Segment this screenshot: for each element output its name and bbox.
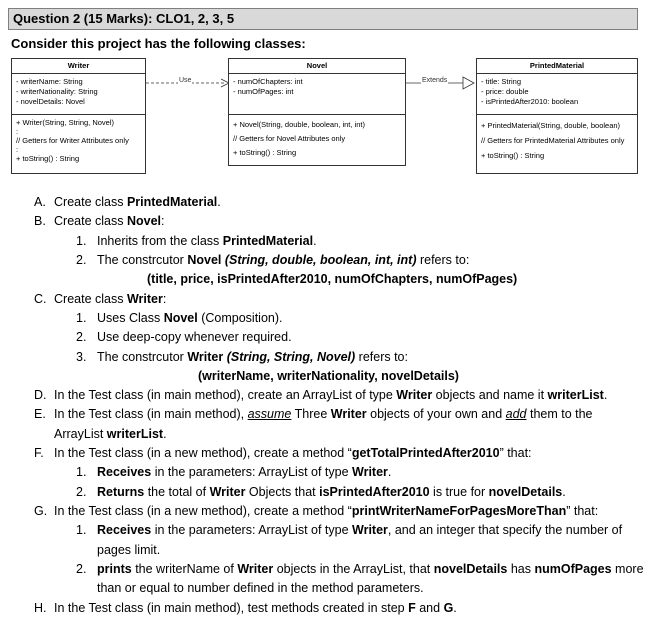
attribute: - isPrintedAfter2010: boolean [481, 97, 579, 106]
item-letter: D. [34, 388, 47, 402]
item-letter: C. [34, 292, 47, 306]
sub-number: 1. [76, 523, 87, 537]
item-b: Create class Novel: [54, 214, 165, 228]
sub-number: 2. [76, 253, 87, 267]
writer-attributes [12, 74, 145, 115]
sub-number: 2. [76, 330, 87, 344]
attribute: - price: double [481, 87, 529, 96]
question-header: Question 2 (15 Marks): CLO1, 2, 3, 5 [8, 8, 638, 30]
attribute: - numOfChapters: int [233, 77, 303, 86]
writer-class-name: Writer [12, 59, 145, 74]
item-h: In the Test class (in main method), test methods created in step F and G. [54, 601, 457, 615]
attribute: - writerName: String [16, 77, 83, 86]
item-f: In the Test class (in a new method), create a method “getTotalPrintedAfter2010” that: [54, 446, 532, 460]
writer-class-box [11, 58, 146, 174]
attribute: - title: String [481, 77, 522, 86]
item-letter: B. [34, 214, 46, 228]
item-b-1: Inherits from the class PrintedMaterial. [97, 234, 317, 248]
method: + PrintedMaterial(String, double, boolean) [481, 121, 621, 130]
item-g-2: prints the writerName of Writer objects in the ArrayList, that novelDetails has numOfPages more [97, 562, 644, 576]
printed-material-class-box [476, 58, 638, 174]
method: : [16, 145, 19, 154]
sub-number: 2. [76, 485, 87, 499]
sub-number: 2. [76, 562, 87, 576]
item-letter: G. [34, 504, 48, 518]
method: + Novel(String, double, boolean, int, int) [233, 120, 365, 129]
printed-material-methods [477, 115, 637, 166]
item-f-2: Returns the total of Writer Objects that isPrintedAfter2010 is true for novelDetails. [97, 485, 566, 499]
printed-material-attributes [477, 74, 637, 115]
use-label: Use [179, 77, 192, 84]
method: // Getters for Novel Attributes only [233, 134, 346, 143]
novel-attributes [229, 74, 405, 115]
method: + toString() : String [233, 148, 297, 157]
writer-constructor-params: (writerName, writerNationality, novelDetails) [198, 369, 459, 383]
method: + Writer(String, String, Novel) [16, 118, 115, 127]
item-a: Create class PrintedMaterial. [54, 195, 221, 209]
intro-text: Consider this project has the following classes: [11, 36, 306, 51]
item-c-1: Uses Class Novel (Composition). [97, 311, 283, 325]
sub-number: 3. [76, 350, 87, 364]
attribute: - writerNationality: String [16, 87, 98, 96]
novel-class-box [228, 58, 406, 166]
attribute: - novelDetails: Novel [16, 97, 85, 106]
item-letter: E. [34, 407, 46, 421]
printed-material-class-name: PrintedMaterial [477, 59, 637, 74]
method: + toString() : String [16, 154, 80, 163]
item-letter: A. [34, 195, 46, 209]
method: // Getters for Writer Attributes only [16, 136, 129, 145]
item-e-line2: ArrayList writerList. [54, 427, 167, 441]
item-e: In the Test class (in main method), assume Three Writer objects of your own and add them to the [54, 407, 593, 421]
extends-label: Extends [422, 77, 448, 84]
attribute: - numOfPages: int [233, 87, 294, 96]
method: // Getters for PrintedMaterial Attributes only [481, 136, 625, 145]
item-g: In the Test class (in a new method), create a method “printWriterNameForPagesMoreThan” that: [54, 504, 599, 518]
method: : [16, 127, 19, 136]
item-c: Create class Writer: [54, 292, 167, 306]
novel-class-name: Novel [229, 59, 405, 74]
item-g-1: Receives in the parameters: ArrayList of type Writer, and an integer that specify the number of [97, 523, 623, 537]
item-c-3: The constrcutor Writer (String, String, Novel) refers to: [97, 350, 408, 364]
item-f-1: Receives in the parameters: ArrayList of type Writer. [97, 465, 392, 479]
writer-methods [12, 115, 145, 166]
item-b-2: The constrcutor Novel (String, double, boolean, int, int) refers to: [97, 253, 470, 267]
item-d: In the Test class (in main method), create an ArrayList of type Writer objects and name it writerList. [54, 388, 608, 402]
method: + toString() : String [481, 151, 545, 160]
item-g-1-line2: pages limit. [97, 543, 161, 557]
item-letter: F. [34, 446, 44, 460]
item-g-2-line2: than or equal to number defined in the method parameters. [97, 581, 424, 595]
novel-constructor-params: (title, price, isPrintedAfter2010, numOfChapters, numOfPages) [147, 272, 518, 286]
sub-number: 1. [76, 311, 87, 325]
item-letter: H. [34, 601, 47, 615]
novel-methods [229, 115, 405, 163]
sub-number: 1. [76, 465, 87, 479]
item-c-2: Use deep-copy whenever required. [97, 330, 292, 344]
sub-number: 1. [76, 234, 87, 248]
